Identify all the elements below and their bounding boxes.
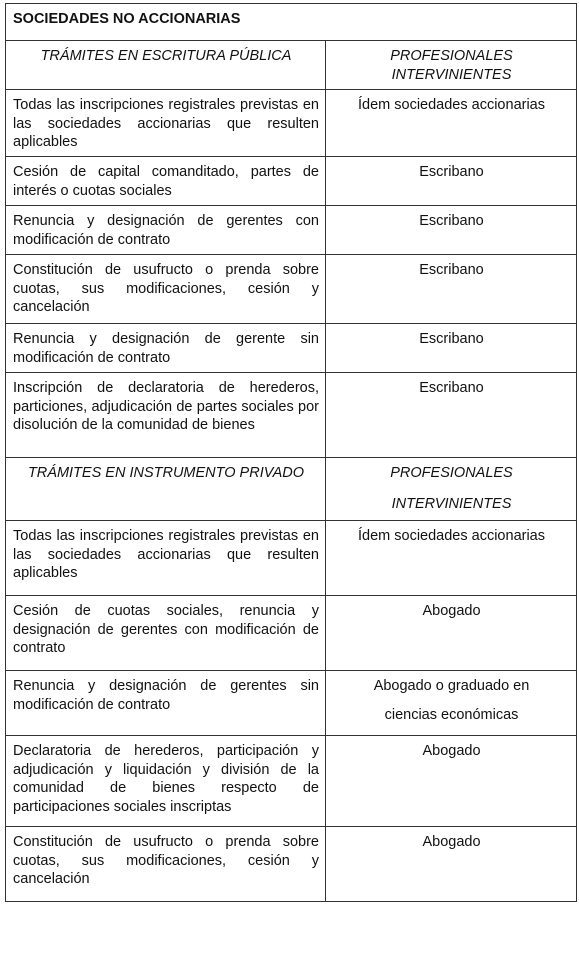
profesional-cell: Escribano <box>326 373 577 458</box>
tramite-cell: Declaratoria de herederos, participación y adjudicación y liquidación y división de la comunidad de bienes respecto de participaciones sociales inscriptas <box>6 736 326 827</box>
section2-header-right-line1: PROFESIONALES <box>390 465 513 481</box>
profesional-line2: ciencias económicas <box>384 706 519 723</box>
title-row <box>6 4 577 41</box>
tramite-cell: Constitución de usufructo o prenda sobre cuotas, sus modificaciones, cesión y cancelación <box>6 827 326 902</box>
profesional-cell: Escribano <box>326 255 577 324</box>
tramite-cell: Todas las inscripciones registrales previstas en las sociedades accionarias que resulten aplicables <box>6 521 326 596</box>
section1-header-right: PROFESIONALES INTERVINIENTES <box>326 41 577 90</box>
section2-header-right-line2: INTERVINIENTES <box>391 495 512 512</box>
tramite-cell: Inscripción de declaratoria de herederos, particiones, adjudicación de partes sociales por disolución de la comunidad de bienes <box>6 373 326 458</box>
table-row <box>6 255 577 324</box>
section2-header-left: TRÁMITES EN INSTRUMENTO PRIVADO <box>6 458 326 521</box>
table-row <box>6 90 577 157</box>
tramite-cell: Renuncia y designación de gerente sin modificación de contrato <box>6 324 326 373</box>
table-row <box>6 324 577 373</box>
profesional-cell <box>326 671 577 736</box>
section2-header-right <box>326 458 577 521</box>
tramite-cell: Constitución de usufructo o prenda sobre cuotas, sus modificaciones, cesión y cancelación <box>6 255 326 324</box>
section1-header-row <box>6 41 577 90</box>
profesional-cell: Escribano <box>326 157 577 206</box>
section2-header-row <box>6 458 577 521</box>
tramite-cell: Cesión de capital comanditado, partes de interés o cuotas sociales <box>6 157 326 206</box>
table-row <box>6 671 577 736</box>
table-row <box>6 596 577 671</box>
profesional-cell: Abogado <box>326 827 577 902</box>
table-row <box>6 373 577 458</box>
table-row <box>6 521 577 596</box>
table-row <box>6 206 577 255</box>
profesional-line1: Abogado o graduado en <box>373 678 530 694</box>
tramite-cell: Renuncia y designación de gerentes sin modificación de contrato <box>6 671 326 736</box>
profesional-cell: Abogado <box>326 596 577 671</box>
tramite-cell: Todas las inscripciones registrales previstas en las sociedades accionarias que resulten aplicables <box>6 90 326 157</box>
table-row <box>6 827 577 902</box>
profesional-cell: Escribano <box>326 206 577 255</box>
profesional-cell: Ídem sociedades accionarias <box>326 90 577 157</box>
section1-header-left: TRÁMITES EN ESCRITURA PÚBLICA <box>6 41 326 90</box>
profesional-cell: Abogado <box>326 736 577 827</box>
tramite-cell: Cesión de cuotas sociales, renuncia y designación de gerentes con modificación de contrato <box>6 596 326 671</box>
profesional-cell: Escribano <box>326 324 577 373</box>
table-title: SOCIEDADES NO ACCIONARIAS <box>6 4 577 41</box>
sociedades-table <box>5 3 577 902</box>
tramite-cell: Renuncia y designación de gerentes con modificación de contrato <box>6 206 326 255</box>
profesional-cell: Ídem sociedades accionarias <box>326 521 577 596</box>
table-row <box>6 157 577 206</box>
table-row <box>6 736 577 827</box>
